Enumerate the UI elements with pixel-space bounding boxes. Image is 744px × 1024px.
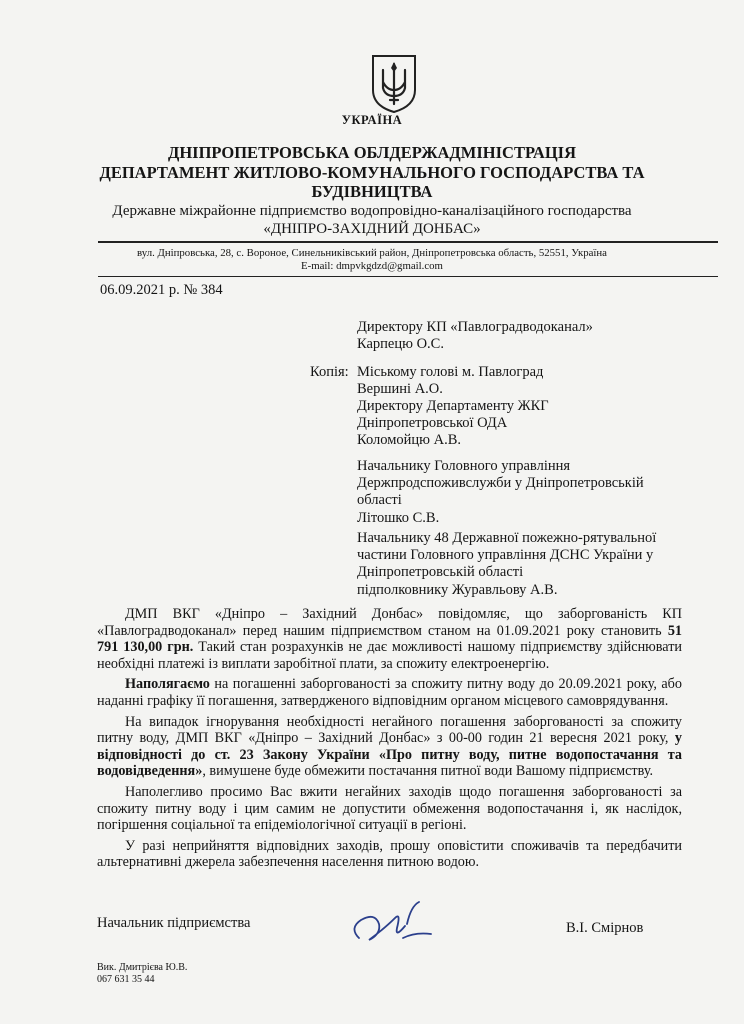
paragraph-text: На випадок ігнорування необхідності негайного погашення заборгованості за спожиту питну воду, ДМП ВКГ «Дніпро – Західний Донбас» з 00-00 годин 21 вересня 2021 року, [97,713,682,747]
org-line-2: ДЕПАРТАМЕНТ ЖИТЛОВО-КОМУНАЛЬНОГО ГОСПОДАРСТВА ТА [99,163,645,182]
main-addressee [357,319,593,353]
paragraph-text: на погашенні заборгованості за спожиту питну воду до 20.09.2021 року, або наданні графіку її погашення, затвердженого відповідним органом місцевого самоврядування. [97,676,682,709]
header-divider-bottom [98,276,718,277]
header-divider-top [98,241,718,243]
org-line-3: БУДІВНИЦТВА [311,182,433,201]
law-reference: у відповідності до ст. 23 Закону України «Про питну воду, питне водопостачання та водовідведення» [97,730,682,780]
copy-addressee-3 [357,458,644,527]
paragraph-notice: У разі неприйняття відповідних заходів, прошу оповістити споживачів та передбачити альтернативні джерела забезпечення населення питною водою. [97,837,682,871]
paragraph-text: ДМП ВКГ «Дніпро – Західний Донбас» повідомляє, що заборгованість КП «Павлоградводоканал» перед нашим підприємством станом на 01.09.2021 року становить [97,606,682,639]
paragraph-request: Наполегливо просимо Вас вжити негайних заходів щодо погашення заборгованості за спожиту питну воду і цим самим не допустити обмеження водопостачання і, як наслідок, погіршення соціальної та епідеміологічної ситуації в регіоні. [97,783,682,834]
executor-info [97,962,187,986]
executor-name: Вик. Дмитрієва Ю.В. [97,962,188,973]
addressee-line: частини Головного управління ДСНС України у [357,547,654,564]
paragraph-demand [97,676,682,709]
addressee-line: Держпродспоживслужби у Дніпропетровській [357,475,644,492]
coat-of-arms-icon [369,52,419,114]
addressee-line: Начальнику 48 Державної пожежно-рятувальної [357,530,657,546]
addressee-line: Карпецю О.С. [357,336,444,353]
copy-addressee-4 [357,530,656,599]
date-and-number: 06.09.2021 р. № 384 [100,282,223,298]
addressee-line: Вершині А.О. [357,381,443,398]
letter-body [97,606,682,875]
addressee-line: області [357,492,402,509]
org-line-4: Державне міжрайонне підприємство водопровідно-каналізаційного господарства [112,203,632,219]
addressee-line: Директору КП «Павлоградводоканал» [357,319,593,335]
addressee-line: Коломойцю А.В. [357,432,462,449]
paragraph-warning [97,714,682,780]
signatory-position: Начальник підприємства [97,915,251,931]
country-name: УКРАЇНА [341,113,403,127]
debt-amount: 51 791 130,00 грн. [97,622,682,656]
org-line-1: ДНІПРОПЕТРОВСЬКА ОБЛДЕРЖАДМІНІСТРАЦІЯ [167,143,577,162]
paragraph-text: , вимушене буде обмежити постачання питної води Вашому підприємству. [202,763,654,780]
addressee-line: Дніпропетровській області [357,564,524,581]
addressee-line: Літошко С.В. [357,509,440,526]
paragraph-text: Такий стан розрахунків не дає можливості нашому підприємству здійснювати необхідні платежі із виплати заробітної плати, за спожиту електроенергію. [97,639,682,672]
email-address: E-mail: dmpvkgdzd@gmail.com [301,260,443,272]
postal-address: вул. Дніпровська, 28, с. Вороное, Синельниківський район, Дніпропетровська область, 52551, Україна [137,247,607,259]
copy-addressee-1 [357,364,543,398]
addressee-line: Начальнику Головного управління [357,458,571,474]
handwritten-signature [345,898,435,950]
paragraph-bold: Наполягаємо [125,676,210,693]
addressee-line: Директору Департаменту ЖКГ [357,398,549,414]
addressee-line: Міському голові м. Павлоград [357,364,544,380]
paragraph-debt [97,606,682,672]
copy-addressee-2 [357,398,549,450]
org-line-5: «ДНІПРО-ЗАХІДНИЙ ДОНБАС» [263,221,481,237]
copy-label: Копія: [310,364,349,380]
addressee-line: Дніпропетровської ОДА [357,415,508,432]
signatory-name: В.І. Смірнов [566,920,644,936]
executor-phone: 067 631 35 44 [97,974,155,985]
addressee-line: підполковнику Журавльову А.В. [357,581,558,598]
